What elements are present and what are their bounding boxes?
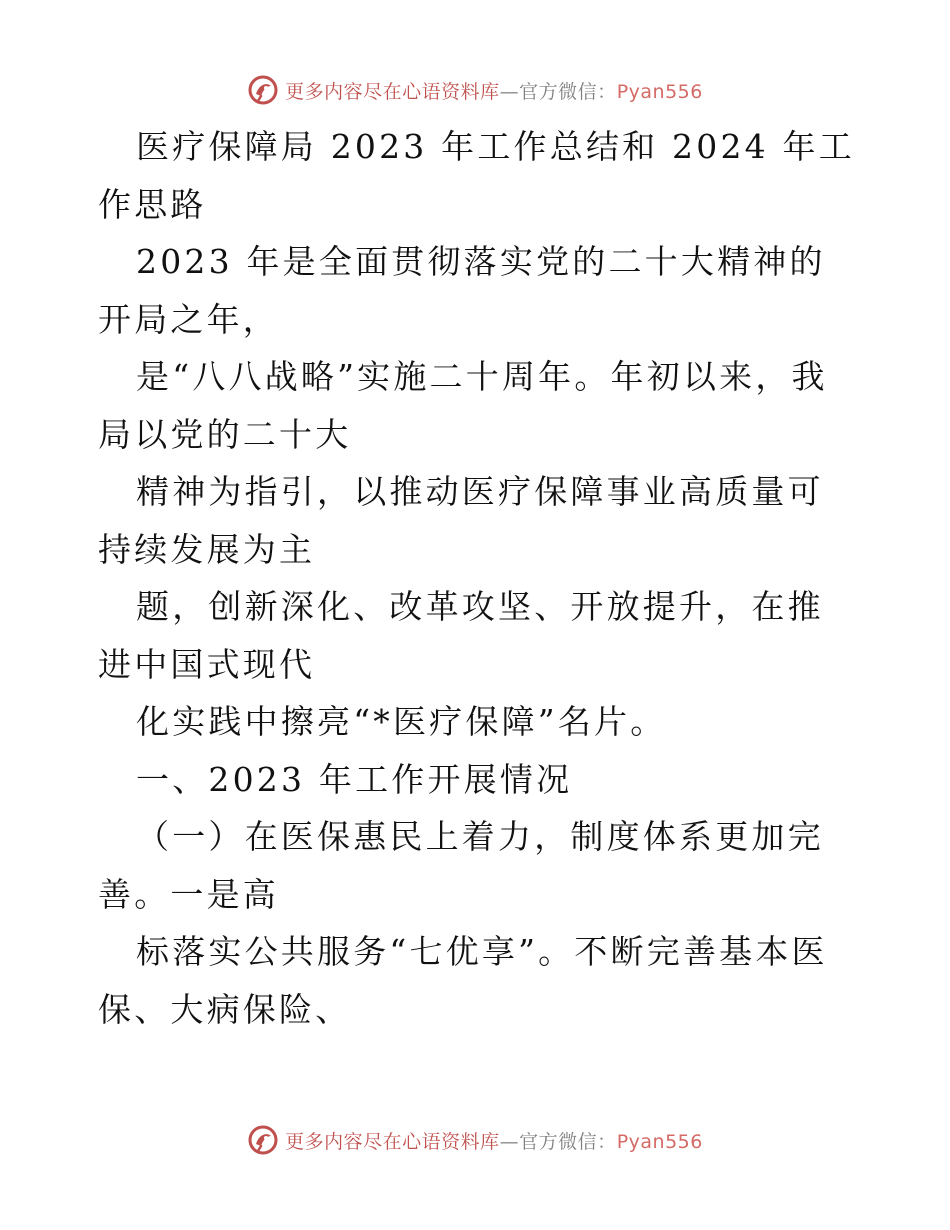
footer-banner-text: 更多内容尽在心语资料库—官方微信：Pyan556 (285, 1130, 703, 1153)
document-title: 医疗保障局 2023 年工作总结和 2024 年工作思路 (98, 127, 855, 224)
paragraph: 是“八八战略”实施二十周年。年初以来，我局以党的二十大 (98, 357, 828, 454)
paragraph: 化实践中擦亮“*医疗保障”名片。 (136, 702, 667, 741)
paragraph: 精神为指引，以推动医疗保障事业高质量可持续发展为主 (98, 472, 824, 569)
section-heading: 一、2023 年工作开展情况 (136, 759, 573, 799)
paragraph: 题，创新深化、改革攻坚、开放提升，在推进中国式现代 (98, 587, 824, 684)
footer-banner (0, 1120, 950, 1160)
logo-icon (247, 74, 279, 106)
document-body (98, 118, 858, 1038)
paragraph: 2023 年是全面贯彻落实党的二十大精神的开局之年， (98, 242, 826, 339)
header-banner-text: 更多内容尽在心语资料库—官方微信：Pyan556 (285, 80, 703, 103)
logo-icon (247, 1124, 279, 1156)
paragraph: 标落实公共服务“七优享”。不断完善基本医保、大病保险、 (98, 932, 828, 1029)
paragraph: （一）在医保惠民上着力，制度体系更加完善。一是高 (98, 817, 824, 914)
header-banner (0, 70, 950, 110)
